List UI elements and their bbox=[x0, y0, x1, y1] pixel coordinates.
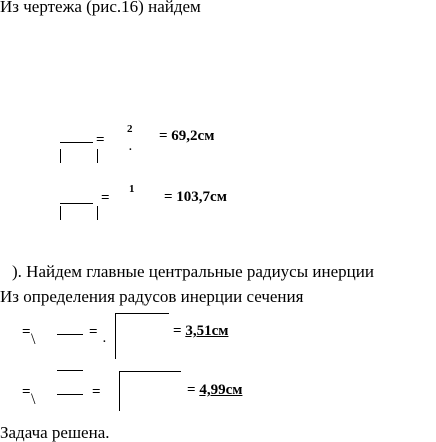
intro-text: Из чертежа (рис.16) найдем bbox=[0, 0, 201, 16]
result-value: = 4,99см bbox=[187, 382, 243, 398]
dot-fragment: . bbox=[129, 141, 132, 153]
fraction-bar bbox=[60, 203, 93, 204]
fraction-bar bbox=[57, 334, 83, 335]
fraction-bar-top bbox=[57, 370, 83, 371]
mid-equals: = bbox=[92, 384, 101, 400]
result-value: = 103,7см bbox=[164, 189, 227, 205]
superscript-digit: 2 bbox=[127, 123, 133, 135]
result-number: 4,99см bbox=[199, 382, 243, 398]
equals-sign: = bbox=[101, 190, 110, 206]
radical-stem bbox=[115, 313, 116, 359]
mid-equals: = bbox=[89, 324, 98, 340]
result-value: = 3,51см bbox=[173, 323, 229, 339]
abs-bar-left bbox=[60, 206, 61, 220]
fraction-bar bbox=[60, 142, 93, 143]
conclusion-text: Задача решена. bbox=[0, 423, 110, 442]
root-fragment: \ bbox=[31, 331, 36, 348]
abs-bar-right bbox=[97, 149, 98, 163]
radical-vinculum bbox=[115, 313, 169, 314]
equals-sign: = bbox=[96, 132, 105, 148]
lhs-equals: = bbox=[22, 324, 31, 340]
definition-text: Из определения радусов инерции сечения bbox=[0, 287, 304, 306]
result-number: 3,51см bbox=[185, 323, 229, 339]
fraction-bar bbox=[57, 394, 83, 395]
superscript-digit: 1 bbox=[129, 183, 135, 195]
root-fragment: \ bbox=[31, 391, 36, 408]
dot-fragment: . bbox=[103, 333, 106, 345]
radical-vinculum bbox=[119, 371, 181, 372]
abs-bar-left bbox=[60, 149, 61, 163]
abs-bar-right bbox=[97, 206, 98, 220]
radical-stem bbox=[119, 371, 120, 411]
section-heading: ). Найдем главные центральные радиусы инерции bbox=[12, 262, 374, 281]
lhs-equals: = bbox=[22, 384, 31, 400]
result-value: = 69,2см bbox=[159, 128, 215, 144]
